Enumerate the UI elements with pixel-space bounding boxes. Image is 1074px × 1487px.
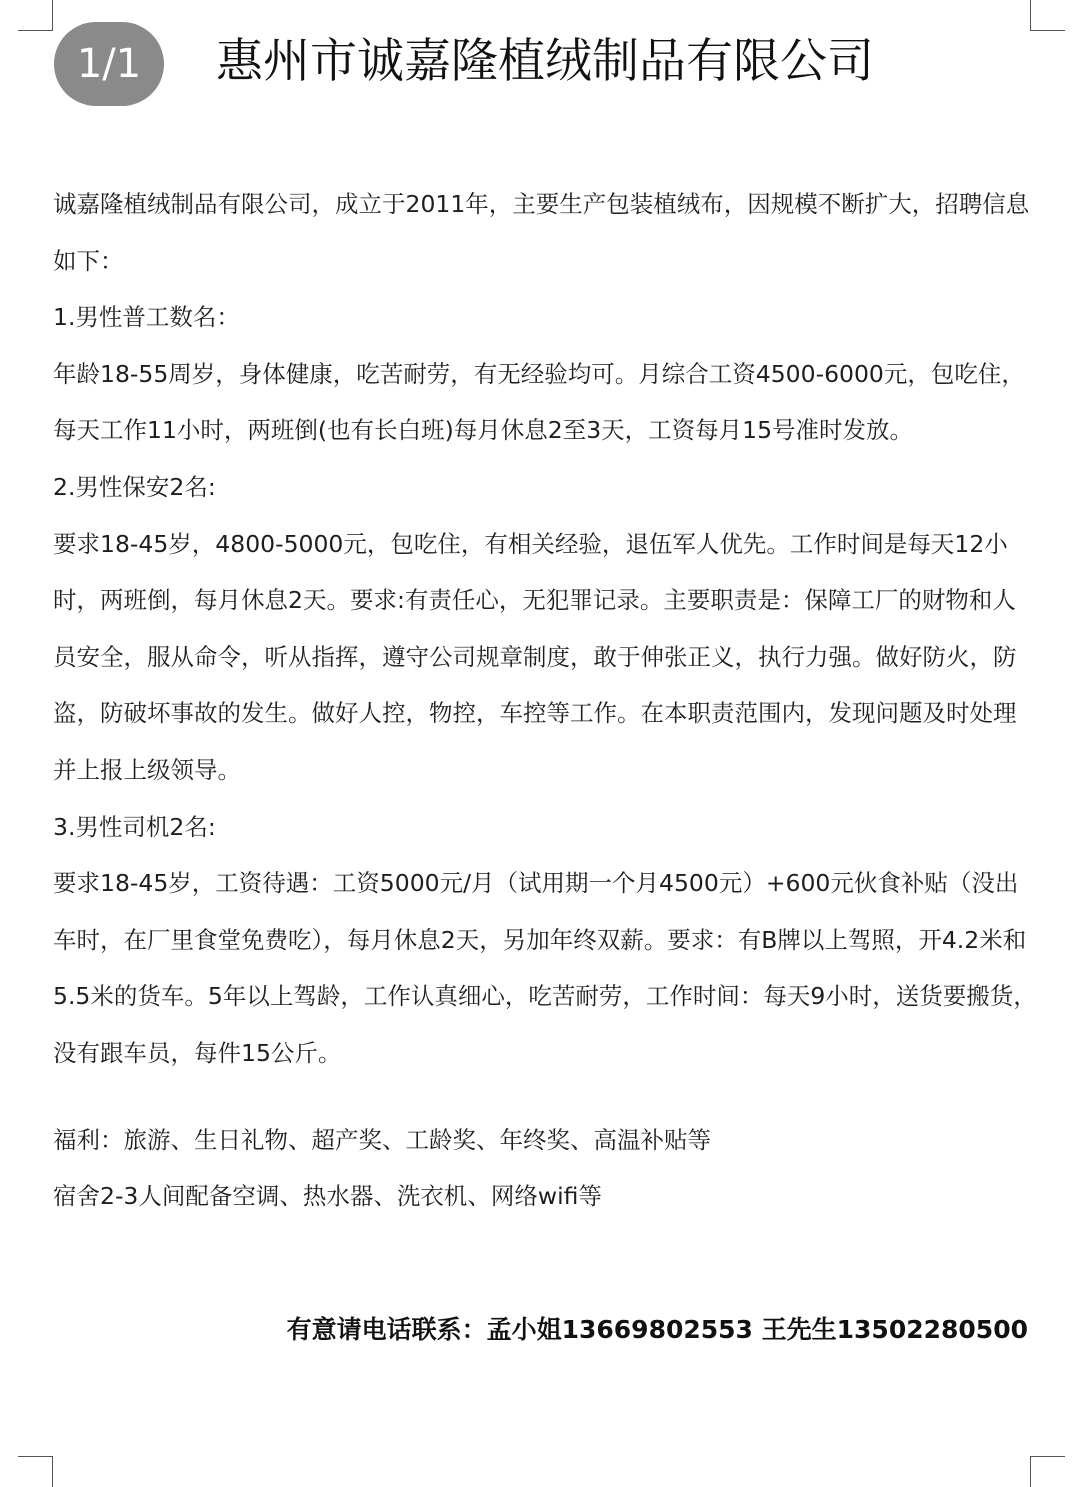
document-body: [53, 176, 1038, 1225]
crop-mark-bottom-left: [18, 1456, 53, 1487]
contact-line: 有意请电话联系：孟小姐13669802553 王先生13502280500: [286, 1315, 1028, 1344]
job-heading-security-guard: 2.男性保安2名:: [53, 472, 216, 501]
crop-mark-top-right: [1030, 0, 1065, 31]
benefits-line: 福利：旅游、生日礼物、超产奖、工龄奖、年终奖、高温补贴等: [53, 1125, 711, 1154]
page-indicator-badge: 1/1: [54, 22, 164, 106]
dormitory-line: 宿舍2-3人间配备空调、热水器、洗衣机、网络wifi等: [53, 1182, 602, 1211]
document-title: 惠州市诚嘉隆植绒制品有限公司: [216, 34, 874, 89]
job-detail-general-worker: 年龄18-55周岁，身体健康，吃苦耐劳，有无经验均可。月综合工资4500-6000元，包吃住，每天工作11小时，两班倒(也有长白班)每月休息2至3天，工资每月15号准时发放。: [53, 359, 1025, 445]
job-detail-security-guard: 要求18-45岁，4800-5000元，包吃住，有相关经验，退伍军人优先。工作时间是每天12小时，两班倒，每月休息2天。要求:有责任心，无犯罪记录。主要职责是：保障工厂的财物和人员安全，服从命令，听从指挥，遵守公司规章制度，敢于伸张正义，执行力强。做好防火，防盗，防破坏事故的发生。做好人控，物控，车控等工作。在本职责范围内，发现问题及时处理并上报上级领导。: [53, 529, 1017, 784]
crop-mark-bottom-right: [1030, 1456, 1065, 1487]
crop-mark-top-left: [18, 0, 53, 31]
job-heading-general-worker: 1.男性普工数名：: [53, 303, 240, 332]
section-spacer: [53, 1082, 1038, 1112]
job-heading-driver: 3.男性司机2名:: [53, 812, 216, 841]
job-detail-driver: 要求18-45岁，工资待遇：工资5000元/月（试用期一个月4500元）+600元伙食补贴（没出车时，在厂里食堂免费吃），每月休息2天，另加年终双薪。要求：有B牌以上驾照，开4.2米和5.5米的货车。5年以上驾龄，工作认真细心，吃苦耐劳，工作时间：每天9小时，送货要搬货，没有跟车员，每件15公斤。: [53, 869, 1037, 1067]
intro-paragraph: 诚嘉隆植绒制品有限公司，成立于2011年，主要生产包装植绒布，因规模不断扩大，招聘信息如下：: [53, 190, 1030, 275]
